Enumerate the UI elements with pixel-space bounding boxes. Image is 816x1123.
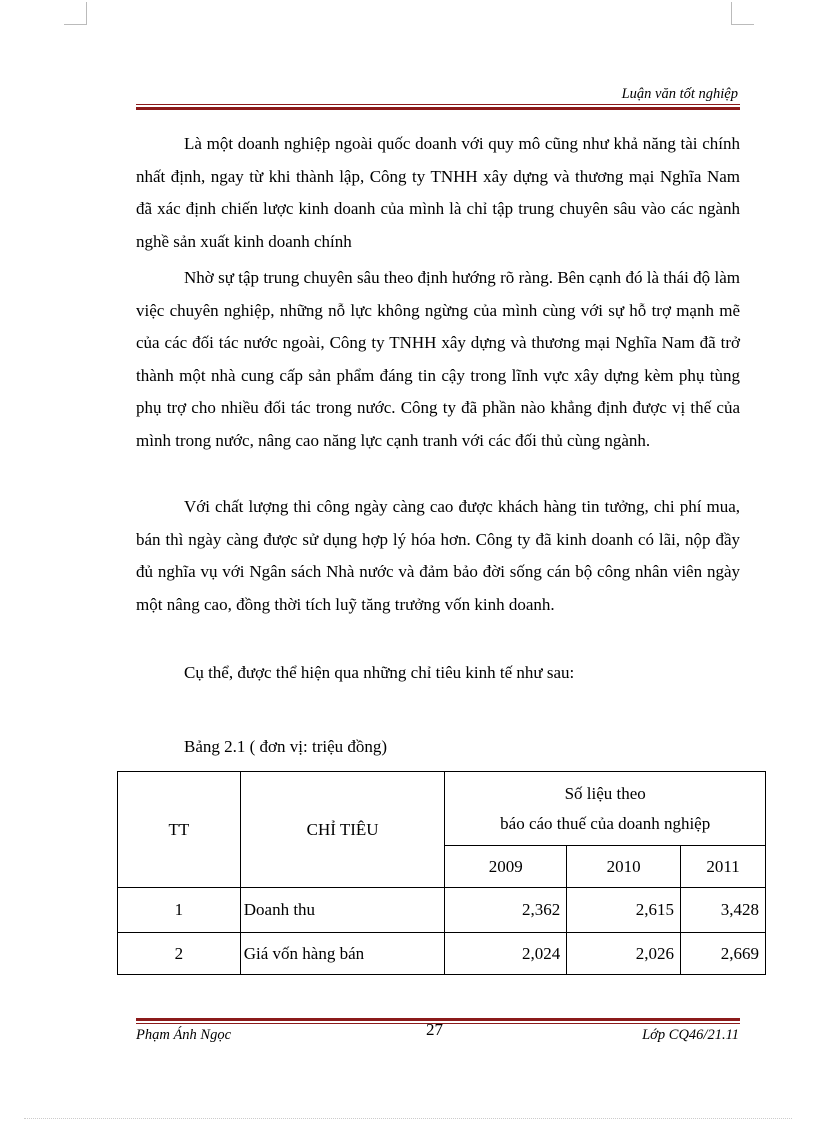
bottom-dotted-line [24, 1118, 792, 1119]
header-rule-thin [136, 104, 740, 105]
paragraph-2: Nhờ sự tập trung chuyên sâu theo định hướng rõ ràng. Bên cạnh đó là thái độ làm việc chuyên nghiệp, những nỗ lực không ngừng của mình cùng với sự hỗ trợ mạnh mẽ của các đối tác nước ngoài, Công ty TNHH xây dựng và thương mại Nghĩa Nam đã trở thành một nhà cung cấp sản phẩm đáng tin cậy trong lĩnh vực xây dựng kèm phụ tùng phụ trợ cho nhiều đối tác trong nước. Công ty đã phần nào khẳng định được vị thế của mình trong nước, nâng cao năng lực cạnh tranh với các đối thủ cùng ngành. [136, 268, 740, 450]
row-tt: 1 [118, 888, 241, 933]
year-2009: 2009 [445, 846, 567, 888]
paragraph-3: Với chất lượng thi công ngày càng cao được khách hàng tin tưởng, chi phí mua, bán thì ngày càng được sử dụng hợp lý hóa hơn. Công ty đã kinh doanh có lãi, nộp đầy đủ nghĩa vụ với Ngân sách Nhà nước và đảm bảo đời sống cán bộ công nhân viên ngày một nâng cao, đồng thời tích luỹ tăng trưởng vốn kinh doanh. [136, 497, 740, 614]
row-value-2011: 3,428 [681, 888, 766, 933]
row-value-2010: 2,026 [567, 933, 681, 975]
table-caption: Bảng 2.1 ( đơn vị: triệu đồng) [184, 737, 388, 756]
data-table [117, 771, 766, 975]
row-tt: 2 [118, 933, 241, 975]
row-value-2009: 2,362 [445, 888, 567, 933]
year-2010: 2010 [567, 846, 681, 888]
row-value-2011: 2,669 [681, 933, 766, 975]
row-indicator: Giá vốn hàng bán [240, 933, 445, 975]
row-value-2010: 2,615 [567, 888, 681, 933]
year-2011: 2011 [681, 846, 766, 888]
header-rule-thick [136, 107, 740, 110]
header-title: Luận văn tốt nghiệp [621, 86, 738, 102]
table-row [118, 933, 766, 975]
footer-author: Phạm Ánh Ngọc [136, 1027, 232, 1043]
header-tt: TT [118, 772, 241, 888]
header-group-line2: báo cáo thuế của doanh nghiệp [500, 813, 711, 833]
crop-mark-top-right [731, 2, 754, 25]
paragraph-1: Là một doanh nghiệp ngoài quốc doanh với quy mô cũng như khả năng tài chính nhất định, ngay từ khi thành lập, Công ty TNHH xây dựng và thương mại Nghĩa Nam đã xác định chiến lược kinh doanh của mình là chỉ tập trung chuyên sâu vào các ngành nghề sản xuất kinh doanh chính [136, 134, 740, 251]
paragraph-4: Cụ thể, được thể hiện qua những chỉ tiêu kinh tế như sau: [184, 663, 575, 682]
table-header-row [118, 772, 766, 846]
table-row [118, 888, 766, 933]
crop-mark-top-left [64, 2, 87, 25]
header-group-line1: Số liệu theo [564, 783, 646, 803]
page-number: 27 [426, 1020, 443, 1039]
footer-class: Lớp CQ46/21.11 [642, 1027, 739, 1043]
header-group [445, 772, 766, 846]
header-indicator: CHỈ TIÊU [240, 772, 445, 888]
row-value-2009: 2,024 [445, 933, 567, 975]
row-indicator: Doanh thu [240, 888, 445, 933]
